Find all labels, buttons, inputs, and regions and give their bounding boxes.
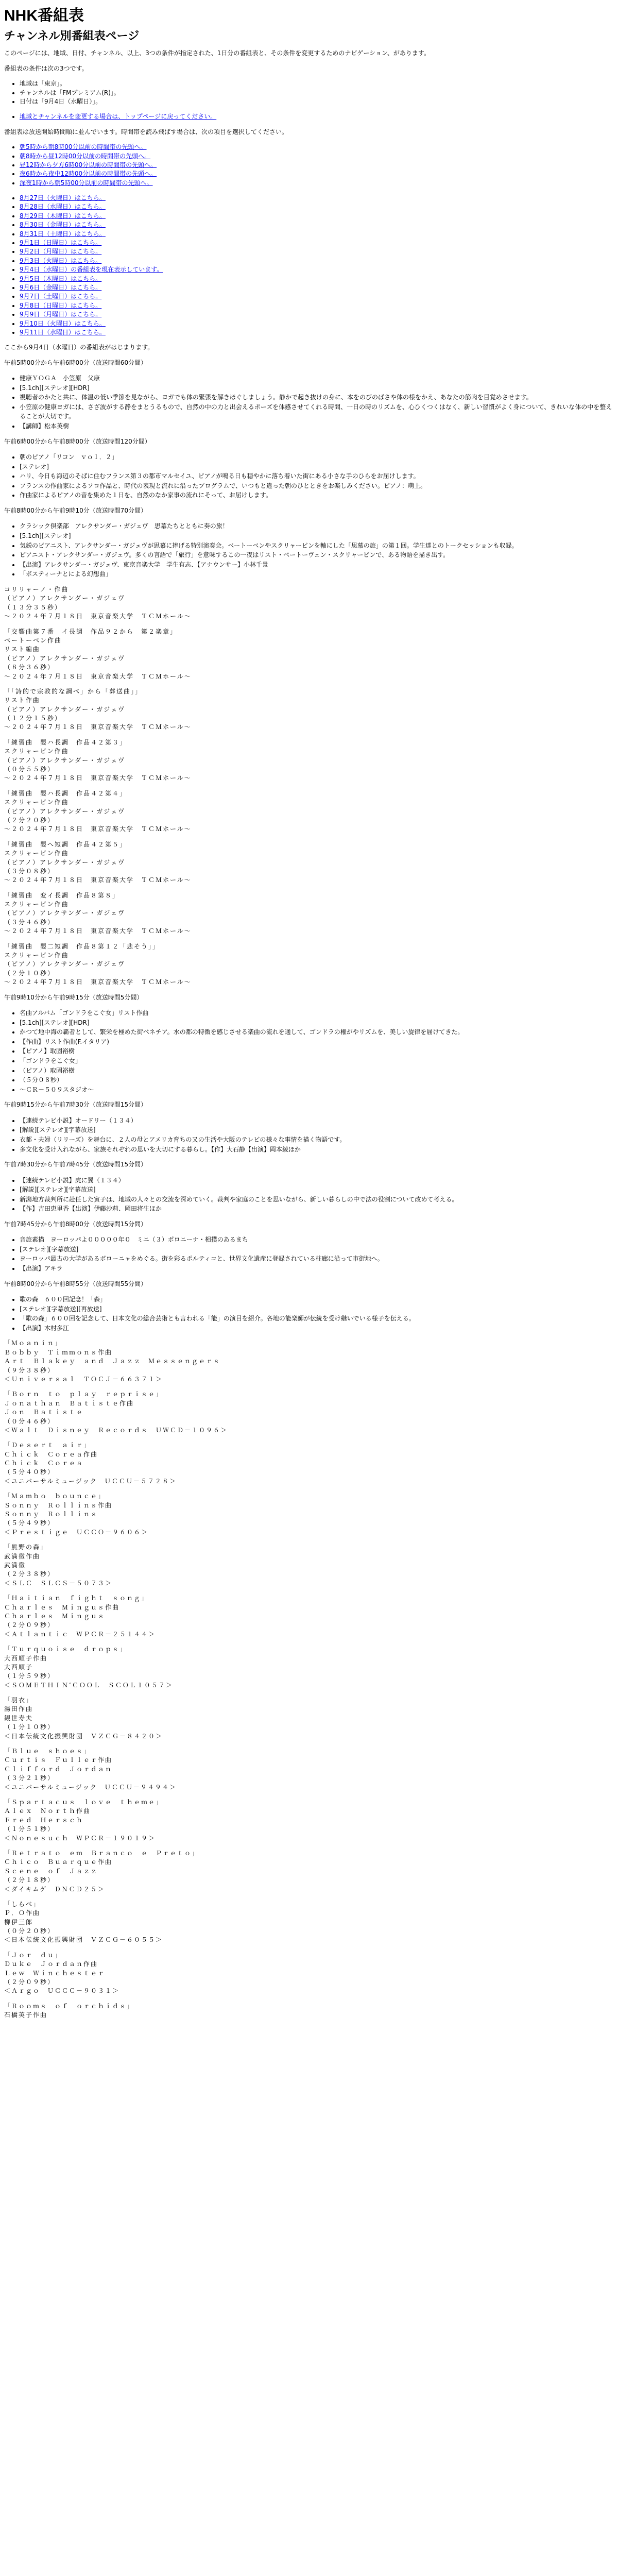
date-link[interactable]: 9月2日（月曜日）はこちら。 bbox=[20, 248, 102, 256]
program-detail-item: • （ピアノ）取固裕樹 bbox=[20, 1066, 614, 1076]
program-entry bbox=[4, 452, 614, 500]
date-link-item bbox=[20, 230, 614, 239]
date-link-item bbox=[20, 212, 614, 221]
music-track bbox=[4, 1747, 614, 1792]
program-detail-item: • [ステレオ] bbox=[20, 462, 614, 472]
track-line: 「Ｄｅｓｅｒｔ ａｉｒ」 bbox=[4, 1442, 91, 1449]
time-link-morning[interactable]: 朝5時から朝8時00分以前の時間帯の先頭へ。 bbox=[20, 143, 147, 151]
track-line: （ピアノ）アレクサンダー・ガジェヴ bbox=[4, 705, 126, 713]
music-track bbox=[4, 1798, 614, 1843]
date-link[interactable]: 8月27日（火曜日）はこちら。 bbox=[20, 194, 106, 202]
track-line: 武満徹作曲 bbox=[4, 1552, 41, 1560]
date-link-item bbox=[20, 239, 614, 247]
music-track bbox=[4, 687, 614, 732]
date-link-item bbox=[20, 221, 614, 229]
track-line: Ｌｅｗ Ｗｉｎｃｈｅｓｔｅｒ bbox=[4, 1969, 106, 1977]
music-track bbox=[4, 1849, 614, 1894]
time-link-forenoon[interactable]: 朝8時から昼12時00分以前の時間帯の先頭へ。 bbox=[20, 152, 151, 160]
track-line: ＜日本伝統文化振興財団 ＶＺＣＧ－８４２０＞ bbox=[4, 1732, 163, 1740]
track-line: 石橋英子作曲 bbox=[4, 2011, 48, 2019]
date-link-item bbox=[20, 283, 614, 292]
music-track bbox=[4, 628, 614, 681]
track-line: Ｃｈｉｃｋ Ｃｏｒｅａ作曲 bbox=[4, 1450, 98, 1458]
condition-date: • 日付は「9月4日（水曜日）」。 bbox=[20, 97, 614, 106]
program-detail-list bbox=[4, 1116, 614, 1154]
program-detail-item: • ハリ、今日も海辺のそばに住むフランス第３の都市マルセイユ、ピアノが鳴る日も穏やかに落ち着いた街にある小さな手のひらをお届けします。 bbox=[20, 471, 614, 481]
time-link-item bbox=[20, 152, 614, 161]
track-line: （３分４６秒） bbox=[4, 918, 55, 926]
track-line: Ｃｈｉｃｏ Ｂｕａｒｑｕｅ作曲 bbox=[4, 1858, 113, 1866]
program-detail-item: • 新潟地方裁判所に赴任した寅子は、地域の人々との交流を深めていく。裁判や家庭のことを思いながら、新しい暮らしの中で法の役割について改めて考える。 bbox=[20, 1195, 614, 1205]
track-line: （２分０９秒） bbox=[4, 1621, 55, 1629]
time-link-late-night[interactable]: 深夜1時から朝5時00分以前の時間帯の先頭へ。 bbox=[20, 179, 153, 187]
track-line: 武満徹 bbox=[4, 1562, 26, 1569]
program-detail-item: • 作曲家によるピアノの音を集めた１日を、自然のなか家事の流れにそって、お届けします。 bbox=[20, 490, 614, 500]
track-line: 「Ｂｏｒｎ ｔｏ ｐｌａｙ ｒｅｐｒｉｓｅ」 bbox=[4, 1391, 163, 1398]
track-line: （０分２０秒） bbox=[4, 1927, 55, 1935]
track-line: （ピアノ）アレクサンダー・ガジェヴ bbox=[4, 960, 126, 968]
track-line: 「練習曲 嬰二短調 作品８第１２「悲そう」」 bbox=[4, 942, 160, 950]
date-links bbox=[4, 194, 614, 337]
track-line: 「練習曲 変イ長調 作品８第８」 bbox=[4, 891, 120, 899]
track-line: （２分２０秒） bbox=[4, 816, 55, 824]
track-line: （１２分１５秒） bbox=[4, 715, 62, 722]
track-line: （３分０８秒） bbox=[4, 867, 55, 875]
music-track bbox=[4, 1696, 614, 1741]
time-link-item bbox=[20, 179, 614, 188]
track-line: スクリャービン作曲 bbox=[4, 952, 69, 959]
track-line: ＜ユニバーサルミュージック ＵＣＣＵ－５７２８＞ bbox=[4, 1477, 177, 1485]
track-line: ＜Ｗａｌｔ Ｄｉｓｎｅｙ Ｒｅｃｏｒｄｓ ＵＷＣＤ－１０９６＞ bbox=[4, 1426, 228, 1434]
time-link-afternoon[interactable]: 昼12時から夕方6時00分以前の時間帯の先頭へ。 bbox=[20, 161, 157, 168]
music-track bbox=[4, 942, 614, 987]
program-detail-item: • ～ＣＲ－５０９スタジオ～ bbox=[20, 1085, 614, 1095]
program-entry bbox=[4, 1176, 614, 1214]
music-track bbox=[4, 1492, 614, 1537]
program-entry bbox=[4, 521, 614, 579]
program-detail-item: • 【出演】アキラ bbox=[20, 1264, 614, 1274]
date-link-item bbox=[20, 319, 614, 328]
program-detail-item: • 多文化を受け入れながら、家族それぞれの思いを大切にする暮らし。【作】大石静【出演】岡本綾ほか bbox=[20, 1145, 614, 1155]
date-link[interactable]: 9月9日（月曜日）はこちら。 bbox=[20, 311, 102, 318]
track-line: ＜Ａｔｌａｎｔｉｃ ＷＰＣＲ－２５１４４＞ bbox=[4, 1630, 156, 1638]
track-line: Ｄｕｋｅ Ｊｏｒｄａｎ作曲 bbox=[4, 1960, 98, 1968]
track-line: リスト編曲 bbox=[4, 646, 40, 653]
music-track bbox=[4, 738, 614, 783]
track-line: （２分１０秒） bbox=[4, 969, 55, 977]
track-line: コリリャーノ・作曲 bbox=[4, 585, 69, 593]
track-line: ＜ユニバーサルミュージック ＵＣＣＵ－９４９４＞ bbox=[4, 1783, 177, 1791]
time-link-item bbox=[20, 170, 614, 178]
date-link[interactable]: 9月8日（日曜日）はこちら。 bbox=[20, 301, 102, 309]
program-detail-item: • かつて地中海の覇者として、繁栄を極めた街ベネチア。水の都の特徴を感じさせる楽曲の流れを通して、ゴンドラの櫂がやリズムを、美しい旋律を届けてきた。 bbox=[20, 1027, 614, 1037]
track-line: （ピアノ）アレクサンダー・ガジェヴ bbox=[4, 858, 126, 866]
program-detail-item: • [ステレオ][字幕放送][再放送] bbox=[20, 1304, 614, 1314]
track-line: ～２０２４年７月１８日 東京音楽大学 ＴＣＭホール～ bbox=[4, 978, 192, 986]
date-link-item bbox=[20, 202, 614, 211]
music-track bbox=[4, 1441, 614, 1486]
program-detail-item: • 音旅素描 ヨーロッパよ０００００年０ ミニ（３）ポロニーナ・相撲のあるまち bbox=[20, 1235, 614, 1245]
program-entry bbox=[4, 1235, 614, 1273]
track-line: Ａｒｔ Ｂｌａｋｅｙ ａｎｄ Ｊａｚｚ Ｍｅｓｓｅｎｇｅｒｓ bbox=[4, 1358, 221, 1365]
program-detail-item: • 気鋭のピアニスト、アレクサンダー・ガジェヴが思慕に捧げる特別演奏会。ベートーベンやスクリャービンを軸にした「思慕の旅」の第１回。学生達とのトークセッションも収録。 bbox=[20, 541, 614, 551]
track-line: 湯田作曲 bbox=[4, 1705, 33, 1713]
track-line: （２分０９秒） bbox=[4, 1978, 55, 1986]
site-title: NHK番組表 bbox=[4, 7, 84, 24]
track-line: （ピアノ）アレクサンダー・ガジェヴ bbox=[4, 654, 126, 662]
track-line: Ｃｈａｒｌｅｓ Ｍｉｎｇｕｓ bbox=[4, 1612, 106, 1620]
track-line: （５分４９秒） bbox=[4, 1519, 55, 1527]
date-link-item bbox=[20, 194, 614, 202]
program-entry bbox=[4, 1116, 614, 1154]
program-entry bbox=[4, 1295, 614, 1333]
program-time-slot: 午前8時00分から午前9時10分（放送時間70分間） bbox=[4, 507, 147, 515]
music-track bbox=[4, 1951, 614, 1996]
program-detail-item: • 衣都・夫婦（リリーズ）を舞台に、２人の母とアメリカ育ちの又の生活や大阪のテレビの様々な事情を描く物語です。 bbox=[20, 1135, 614, 1145]
track-line: 観世寿夫 bbox=[4, 1714, 33, 1722]
track-line: （８分３６秒） bbox=[4, 664, 55, 671]
track-line: ベートーベン作曲 bbox=[4, 636, 62, 644]
program-time-slot: 午前9時15分から午前7時30分（放送時間15分間） bbox=[4, 1101, 147, 1109]
track-line: （９分３８秒） bbox=[4, 1366, 55, 1374]
program-detail-list bbox=[4, 1295, 614, 1333]
program-detail-list bbox=[4, 1008, 614, 1094]
program-detail-list bbox=[4, 1176, 614, 1214]
program-detail-item: • [ステレオ][字幕放送] bbox=[20, 1245, 614, 1255]
track-line: ～２０２４年７月１８日 東京音楽大学 ＴＣＭホール～ bbox=[4, 774, 192, 782]
track-line: Ａｌｅｘ Ｎｏｒｔｈ作曲 bbox=[4, 1807, 91, 1815]
track-line: （０分４６秒） bbox=[4, 1417, 55, 1425]
date-link-item bbox=[20, 247, 614, 256]
program-schedule bbox=[4, 359, 614, 2020]
track-line: 「「詩的で宗教的な調べ」から「葬送曲」」 bbox=[4, 687, 143, 695]
music-track bbox=[4, 1390, 614, 1435]
track-line: ～２０２４年７月１８日 東京音楽大学 ＴＣＭホール～ bbox=[4, 825, 192, 833]
condition-channel: • チャンネルは「FMプレミアム(R)」。 bbox=[20, 89, 614, 97]
date-link-item bbox=[20, 275, 614, 283]
track-line: Ｓｏｎｎｙ Ｒｏｌｌｉｎｓ bbox=[4, 1511, 98, 1518]
date-link[interactable]: 9月5日（木曜日）はこちら。 bbox=[20, 275, 102, 282]
track-line: 「羽衣」 bbox=[4, 1697, 33, 1704]
program-detail-item: • [5.1ch][ステレオ] bbox=[20, 531, 614, 541]
track-line: Ｊｏｎ Ｂａｔｉｓｔｅ bbox=[4, 1409, 84, 1416]
track-line: ～２０２４年７月１８日 東京音楽大学 ＴＣＭホール～ bbox=[4, 723, 192, 731]
program-detail-item: • 健康ＹＯＧＡ 小笠原 父康 bbox=[20, 374, 614, 383]
track-line: 「Ｍｏａｎｉｎ」 bbox=[4, 1340, 62, 1347]
track-line: ～２０２４年７月１８日 東京音楽大学 ＴＣＭホール～ bbox=[4, 613, 192, 620]
program-detail-item: • 「歌の森」６００回を記念して、日本文化の総合芸術とも言われる「能」の演目を紹介。各地の能楽師が伝統を受け継いでいる様子を伝える。 bbox=[20, 1314, 614, 1324]
time-link-item bbox=[20, 143, 614, 151]
date-link-item bbox=[20, 301, 614, 310]
change-link-item bbox=[20, 112, 614, 121]
track-line: （３分２１秒） bbox=[4, 1774, 55, 1782]
track-line: （１分５９秒） bbox=[4, 1672, 55, 1680]
track-line: 大西順子 bbox=[4, 1663, 33, 1671]
track-line: Ｊｏｎａｔｈａｎ Ｂａｔｉｓｔｅ作曲 bbox=[4, 1399, 134, 1407]
track-line: 「Ｍａｍｂｏ ｂｏｕｎｃｅ」 bbox=[4, 1493, 106, 1500]
track-line: 大西順子作曲 bbox=[4, 1654, 48, 1662]
program-detail-item: • 【作】吉田恵里香【出演】伊藤沙莉、岡田将生ほか bbox=[20, 1204, 614, 1214]
track-line: Ｐ．Ｏ作曲 bbox=[4, 1909, 41, 1917]
program-detail-list bbox=[4, 1235, 614, 1273]
program-detail-item: • ヨーロッパ最古の大学があるボローニャをめぐる。街を彩るポルティコと、世界文化遺産に登録されている柱廊に沿って市街地へ。 bbox=[20, 1254, 614, 1264]
program-detail-item: • 視聴者のかたと共に、体温の低い季節を見ながら、ヨガでも体の緊張を解きほぐしましょう。静かで起き抜けの身に、本をのびのばさや体の様をかえ、あなたの筋肉を目覚めさせます。 bbox=[20, 393, 614, 402]
date-link[interactable]: 9月6日（金曜日）はこちら。 bbox=[20, 283, 102, 291]
track-line: 「練習曲 嬰ハ長調 作品４２第３」 bbox=[4, 738, 127, 746]
time-link-item bbox=[20, 161, 614, 170]
time-links bbox=[4, 143, 614, 188]
track-line: リスト作曲 bbox=[4, 697, 40, 704]
track-line: Ｃｕｒｔｉｓ Ｆｕｌｌｅｒ作曲 bbox=[4, 1756, 113, 1764]
program-detail-item: • 【連続テレビ小説】虎に翼（１３４） bbox=[20, 1176, 614, 1185]
program-detail-item: • 朝のピアノ「リコン ｖｏｌ．２」 bbox=[20, 452, 614, 462]
track-line: （１３分３５秒） bbox=[4, 603, 62, 611]
date-link-current[interactable]: 9月4日（水曜日）の番組表を現在表示しています。 bbox=[20, 266, 163, 274]
program-detail-item: • クラシック倶楽部 アレクサンダー・ガジェヴ 思慕たちとともに奏の旅！ bbox=[20, 521, 614, 531]
program-detail-list bbox=[4, 521, 614, 579]
conditions-list bbox=[4, 79, 614, 106]
track-line: （ピアノ）アレクサンダー・ガジェヴ bbox=[4, 909, 126, 917]
program-entry bbox=[4, 1008, 614, 1094]
track-line: （５分４０秒） bbox=[4, 1468, 55, 1476]
track-line: （１分５１秒） bbox=[4, 1825, 55, 1833]
schedule-start: ここから9月4日（水曜日）の番組表がはじまります。 bbox=[4, 344, 154, 351]
music-track bbox=[4, 840, 614, 885]
music-track bbox=[4, 2002, 614, 2020]
program-detail-item: • 「ゴンドラをこぐ女」 bbox=[20, 1056, 614, 1066]
track-line: （ピアノ）アレクサンダー・ガジェヴ bbox=[4, 595, 126, 602]
track-line: （１分１０秒） bbox=[4, 1723, 55, 1731]
program-time-slot: 午前5時00分から午前6時00分（放送時間60分間） bbox=[4, 359, 147, 366]
date-link[interactable]: 9月10日（火曜日）はこちら。 bbox=[20, 319, 106, 327]
track-line: 「練習曲 嬰ハ長調 作品４２第４」 bbox=[4, 789, 127, 797]
track-line: ～２０２４年７月１８日 東京音楽大学 ＴＣＭホール～ bbox=[4, 672, 192, 680]
track-line: ＜ＳＬＣ ＳＬＣＳ－５０７３＞ bbox=[4, 1579, 113, 1587]
program-detail-item: • 【作曲】リスト作曲(F.イタリア) bbox=[20, 1037, 614, 1047]
track-line: （２分３８秒） bbox=[4, 1570, 55, 1578]
program-detail-item: • 名曲アルバム「ゴンドラをこぐ女」リスト作曲 bbox=[20, 1008, 614, 1018]
program-detail-item: • ピアニスト・アレクサンダー・ガジェヴ。多くの言語で「旅行」を意味するこの一夜はリスト・ベートーヴェン・スクリャービンで、ある物語を描き出す。 bbox=[20, 550, 614, 560]
track-line: ～２０２４年７月１８日 東京音楽大学 ＴＣＭホール～ bbox=[4, 876, 192, 884]
date-link[interactable]: 8月30日（金曜日）はこちら。 bbox=[20, 221, 106, 229]
program-detail-list bbox=[4, 452, 614, 500]
program-entry bbox=[4, 374, 614, 431]
time-link-evening[interactable]: 夜6時から夜中12時00分以前の時間帯の先頭へ。 bbox=[20, 170, 157, 178]
track-line: 「Ｈａｉｔｉａｎ ｆｉｇｈｔ ｓｏｎｇ」 bbox=[4, 1595, 149, 1602]
date-link[interactable]: 9月7日（土曜日）はこちら。 bbox=[20, 293, 102, 300]
track-line: 「練習曲 嬰へ短調 作品４２第５」 bbox=[4, 840, 127, 848]
music-track bbox=[4, 1339, 614, 1384]
track-line: （ピアノ）アレクサンダー・ガジェヴ bbox=[4, 756, 126, 764]
music-track bbox=[4, 1543, 614, 1588]
program-detail-item: • フランスの作曲家によるソロ作品と、時代の表現と流れに沿ったプログラムで、いつもと違った朝のひとときをお楽しみください。ピアノ：萌上。 bbox=[20, 481, 614, 491]
date-link-item bbox=[20, 265, 614, 274]
track-line: ＜Ｐｒｅｓｔｉｇｅ ＵＣＣＯ－９６０６＞ bbox=[4, 1528, 149, 1536]
music-track bbox=[4, 1594, 614, 1639]
track-line: Ｃｈａｒｌｅｓ Ｍｉｎｇｕｓ作曲 bbox=[4, 1603, 120, 1611]
program-detail-item: • 【出演】アレクサンダー・ガジェヴ、東京音楽大学 学生有志、【アナウンサー】小林千景 bbox=[20, 560, 614, 570]
track-line: 「Ｒｅｔｒａｔｏ ｅｍ Ｂｒａｎｃｏ ｅ Ｐｒｅｔｏ」 bbox=[4, 1849, 199, 1857]
program-detail-item: • [解説][ステレオ][字幕放送] bbox=[20, 1185, 614, 1195]
program-detail-item: • 【出演】木村多江 bbox=[20, 1324, 614, 1333]
date-link-item bbox=[20, 257, 614, 265]
program-time-slot: 午前6時00分から午前8時00分（放送時間120分間） bbox=[4, 437, 151, 445]
track-line: Ｃｈｉｃｋ Ｃｏｒｅａ bbox=[4, 1460, 84, 1467]
track-line: Ｓｏｎｎｙ Ｒｏｌｌｉｎｓ作曲 bbox=[4, 1501, 113, 1509]
program-detail-item: • 【講師】松本英樹 bbox=[20, 421, 614, 431]
track-line: 「しらべ」 bbox=[4, 1900, 41, 1908]
program-detail-item: • 【ピアノ】取固裕樹 bbox=[20, 1046, 614, 1056]
date-link[interactable]: 9月11日（水曜日）はこちら。 bbox=[20, 328, 106, 336]
program-detail-item: • [解説][ステレオ][字幕放送] bbox=[20, 1125, 614, 1135]
page-heading: チャンネル別番組表ページ bbox=[4, 29, 140, 42]
program-detail-list bbox=[4, 374, 614, 431]
conditions-intro: 番組表の条件は次の3つです。 bbox=[4, 64, 88, 72]
date-link[interactable]: 8月31日（土曜日）はこちら。 bbox=[20, 230, 106, 238]
program-time-slot: 午前8時00分から午前8時55分（放送時間55分間） bbox=[4, 1280, 147, 1287]
track-line: Ｃｌｉｆｆｏｒｄ Ｊｏｒｄａｎ bbox=[4, 1765, 113, 1773]
date-link[interactable]: 8月28日（水曜日）はこちら。 bbox=[20, 203, 106, 211]
track-line: ＜ダイキムゲ ＤＮＣＤ２５＞ bbox=[4, 1885, 105, 1893]
track-line: 「Ｓｐａｒｔａｃｕｓ ｌｏｖｅ ｔｈｅｍｅ」 bbox=[4, 1798, 163, 1806]
track-line: Ｂｏｂｂｙ Ｔｉｍｍｏｎｓ作曲 bbox=[4, 1348, 113, 1356]
track-line: スクリャービン作曲 bbox=[4, 901, 69, 908]
program-detail-item: • 【連続テレビ小説】オードリー（１３４） bbox=[20, 1116, 614, 1126]
track-line: ＜日本伝統文化振興財団 ＶＺＣＧ－６０５５＞ bbox=[4, 1936, 163, 1944]
music-track bbox=[4, 891, 614, 936]
time-intro: 番組表は放送開始時間順に並んでいます。時間帯を読み飛ばす場合は、次の項目を選択してください。 bbox=[4, 128, 288, 135]
track-line: 「Ｂｌｕｅ ｓｈｏｅｓ」 bbox=[4, 1748, 91, 1755]
condition-region: • 地域は「東京」。 bbox=[20, 79, 614, 88]
track-line: スクリャービン作曲 bbox=[4, 799, 69, 806]
track-line: （０分５５秒） bbox=[4, 766, 55, 773]
music-track bbox=[4, 1645, 614, 1690]
track-line: ＜Ｕｎｉｖｅｒｓａｌ ＴＯＣＪ－６６３７１＞ bbox=[4, 1375, 163, 1383]
track-line: 「交響曲第７番 イ長調 作品９２から 第２楽章」 bbox=[4, 628, 178, 635]
track-line: 「Ｒｏｏｍｓ ｏｆ ｏｒｃｈｉｄｓ」 bbox=[4, 2002, 134, 2010]
program-time-slot: 午前7時45分から午前8時00分（放送時間15分間） bbox=[4, 1220, 147, 1228]
track-line: ＜Ａｒｇｏ ＵＣＣＣ－９０３１＞ bbox=[4, 1987, 120, 1995]
track-line: Ｆｒｅｄ Ｈｅｒｓｃｈ bbox=[4, 1816, 84, 1824]
program-time-slot: 午前9時10分から午前9時15分（放送時間5分間） bbox=[4, 993, 143, 1001]
track-line: 「熊野の森」 bbox=[4, 1544, 48, 1551]
track-line: スクリャービン作曲 bbox=[4, 748, 69, 755]
program-detail-item: • 「ボスティーナとによる幻想曲」 bbox=[20, 569, 614, 579]
music-track bbox=[4, 585, 614, 621]
track-line: スクリャービン作曲 bbox=[4, 850, 69, 857]
music-track bbox=[4, 789, 614, 834]
date-link-item bbox=[20, 310, 614, 319]
program-time-slot: 午前7時30分から午前7時45分（放送時間15分間） bbox=[4, 1161, 147, 1168]
track-line: 柳伊三郎 bbox=[4, 1918, 33, 1926]
track-line: ＜Ｎｏｎｅｓｕｃｈ ＷＰＣＲ－１９０１９＞ bbox=[4, 1834, 156, 1842]
program-detail-item: • 歌の森 ６００回記念！「森」 bbox=[20, 1295, 614, 1304]
track-line: ～２０２４年７月１８日 東京音楽大学 ＴＣＭホール～ bbox=[4, 927, 192, 935]
date-link[interactable]: 9月1日（日曜日）はこちら。 bbox=[20, 239, 102, 247]
music-track bbox=[4, 1900, 614, 1945]
program-detail-item: • [5.1ch][ステレオ][HDR] bbox=[20, 383, 614, 393]
change-region-channel-link[interactable]: 地域とチャンネルを変更する場合は、トップページに戻ってください。 bbox=[20, 113, 217, 121]
track-line: （２分１８秒） bbox=[4, 1876, 55, 1884]
program-detail-item: • 小笠原の健康ヨガには、さざ波がする静をまとうるもので、自然の中の力と出会えるポーズを体感させてくれる時間、一日の時のリズムを、心ひくつくはなく、新しい習慣がよく身について、きれいな体の中を整えることが大切です。 bbox=[20, 402, 614, 421]
track-line: Ｓｃｅｎｅ ｏｆ Ｊａｚｚ bbox=[4, 1867, 98, 1875]
date-link[interactable]: 8月29日（木曜日）はこちら。 bbox=[20, 212, 106, 219]
track-line: 「Ｔｕｒｑｕｏｉｓｅ ｄｒｏｐｓ」 bbox=[4, 1646, 127, 1653]
track-line: ＜ＳＯＭＥＴＨＩＮ’ＣＯＯＬ ＳＣＯＬ１０５７＞ bbox=[4, 1681, 173, 1689]
program-detail-item: • （５分０８秒） bbox=[20, 1075, 614, 1085]
date-link-item bbox=[20, 292, 614, 301]
track-line: （ピアノ）アレクサンダー・ガジェヴ bbox=[4, 807, 126, 815]
track-line: 「Ｊｏｒ ｄｕ」 bbox=[4, 1951, 62, 1959]
date-link-item bbox=[20, 328, 614, 337]
page-intro: このページには、地域、日付、チャンネル、以上、3つの条件が指定された、1日分の番組表と、その条件を変更するためのナビゲーション、があります。 bbox=[4, 49, 430, 57]
date-link[interactable]: 9月3日（火曜日）はこちら。 bbox=[20, 257, 102, 264]
change-link-list bbox=[4, 112, 614, 121]
program-detail-item: • [5.1ch][ステレオ][HDR] bbox=[20, 1018, 614, 1028]
